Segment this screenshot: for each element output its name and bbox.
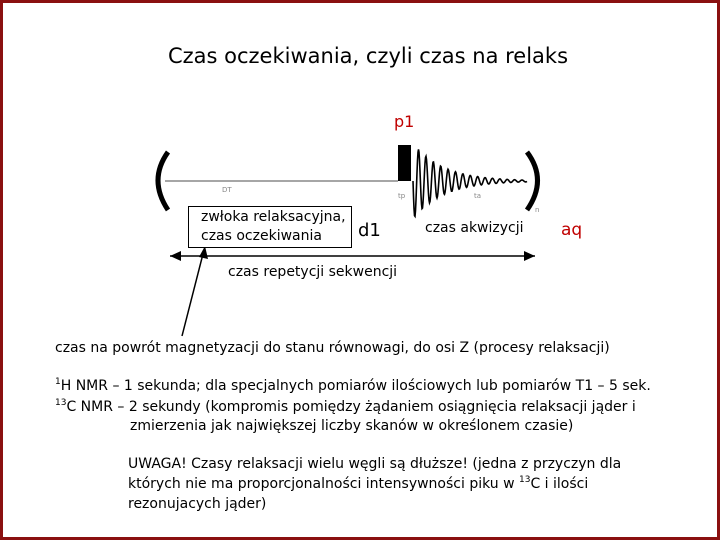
- delay-box-line2: czas oczekiwania: [201, 228, 322, 244]
- pointer-arrow-line: [182, 250, 204, 336]
- note-superscript: 13: [519, 475, 531, 485]
- return-text: czas na powrót magnetyzacji do stanu równowagi, do osi Z (procesy relaksacji): [55, 340, 610, 356]
- h-superscript: 1: [55, 377, 61, 387]
- repetition-arrow-left-head: [170, 251, 181, 261]
- acquisition-label: czas akwizycji: [425, 220, 524, 236]
- delay-box: [188, 206, 352, 248]
- label-ta: ta: [474, 192, 482, 200]
- pulse-label: p1: [394, 112, 415, 131]
- label-tp: tp: [398, 192, 406, 200]
- c-nmr-continuation: zmierzenia jak największej liczby skanów w określonem czasie): [130, 418, 574, 434]
- slide-title: Czas oczekiwania, czyli czas na relaks: [167, 44, 569, 68]
- repetition-arrow-right-head: [524, 251, 535, 261]
- label-n: n: [535, 206, 540, 214]
- fid-signal: [413, 149, 527, 216]
- label-dt: DT: [222, 186, 232, 194]
- pulse-p1: [398, 145, 411, 181]
- c-nmr-body: C NMR – 2 sekundy (kompromis pomiędzy żądaniem osiągnięcia relaksacji jąder i: [66, 399, 636, 415]
- delay-box-line1: zwłoka relaksacyjna,: [201, 209, 346, 225]
- note-line1: UWAGA! Czasy relaksacji wielu węgli są dłuższe! (jedna z przyczyn dla: [128, 456, 622, 472]
- note-line2-a: których nie ma proporcjonalności intensywności piku w: [128, 476, 519, 492]
- note-line2: [128, 476, 588, 492]
- repetition-label: czas repetycji sekwencji: [228, 264, 398, 280]
- h-nmr-body: H NMR – 1 sekunda; dla specjalnych pomiarów ilościowych lub pomiarów T1 – 5 sek.: [60, 378, 651, 394]
- c-nmr-text: [55, 399, 636, 415]
- delay-symbol: d1: [358, 220, 381, 241]
- note-line3: rezonujacych jąder): [128, 496, 267, 512]
- note-line2-b: C i ilości: [530, 476, 589, 492]
- right-bracket: [527, 152, 538, 210]
- c-superscript: 13: [55, 398, 67, 408]
- h-nmr-text: [55, 378, 651, 394]
- acquisition-symbol: aq: [561, 220, 583, 240]
